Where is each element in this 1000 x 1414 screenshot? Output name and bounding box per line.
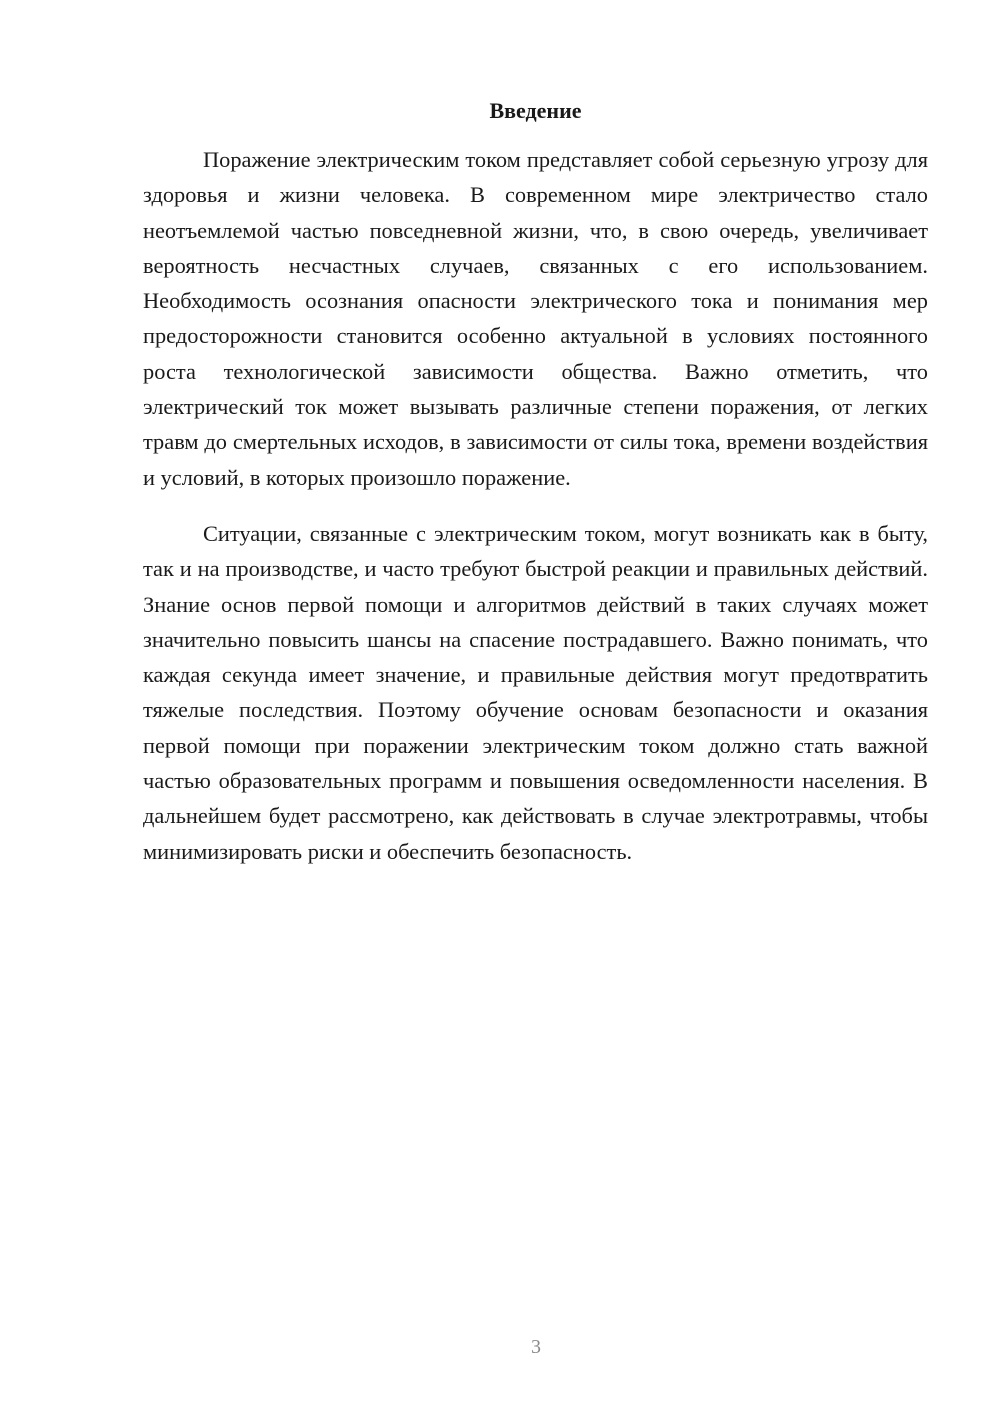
paragraph-1: Поражение электрическим током представляет собой серьезную угрозу для здоровья и жизни человека. В современном мире электричество стало неотъемлемой частью повседневной жизни, что, в свою очередь, увеличивает вероятность несчастных случаев, связанных с его использованием. Необходимость осознания опасности электрического тока и понимания мер предосторожности становится особенно актуальной в условиях постоянного роста технологической зависимости общества. Важно отметить, что электрический ток может вызывать различные степени поражения, от легких травм до смертельных исходов, в зависимости от силы тока, времени воздействия и условий, в которых произошло поражение. xyxy=(143,147,928,490)
section-title: Введение xyxy=(489,98,582,123)
body-text xyxy=(143,142,928,869)
paragraph-2: Ситуации, связанные с электрическим током, могут возникать как в быту, так и на производстве, и часто требуют быстрой реакции и правильных действий. Знание основ первой помощи и алгоритмов действий в таких случаях может значительно повысить шансы на спасение пострадавшего. Важно понимать, что каждая секунда имеет значение, и правильные действия могут предотвратить тяжелые последствия. Поэтому обучение основам безопасности и оказания первой помощи при поражении электрическим током должно стать важной частью образовательных программ и повышения осведомленности населения. В дальнейшем будет рассмотрено, как действовать в случае электротравмы, чтобы минимизировать риски и обеспечить безопасность. xyxy=(143,520,928,864)
page-number: 3 xyxy=(531,1336,541,1358)
